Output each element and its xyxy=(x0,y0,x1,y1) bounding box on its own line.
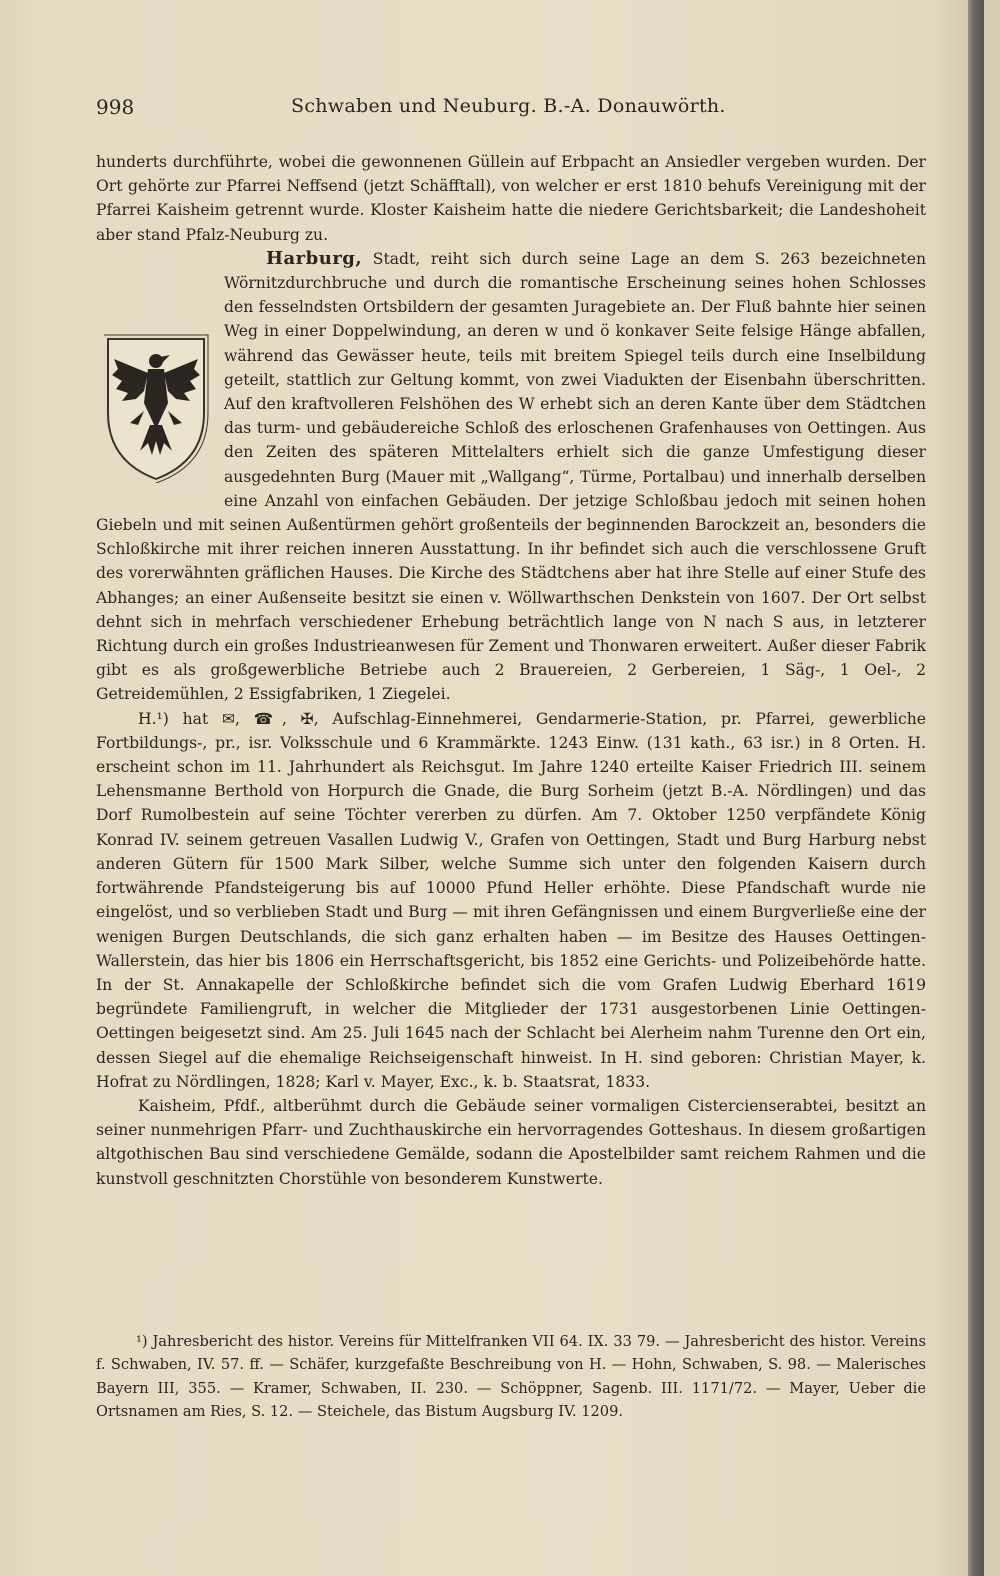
paragraph-text: Kaisheim, Pfdf., altberühmt durch die Gebäude seiner vormaligen Cistercienserabtei, besitzt an seiner nunmehrigen Pfarr- und Zuchthauskirche ein hervorragendes Gotteshaus. In diesem großartigen altgothischen Bau sind verschiedene Gemälde, sodann die Apostelbilder samt reichem Rahmen und die kunstvoll geschnitzten Chorstühle von besonderem Kunstwerte. xyxy=(96,1096,926,1188)
paragraph-harburg xyxy=(96,247,926,707)
page-number: 998 xyxy=(96,95,135,119)
paragraph-text: Stadt, reiht sich durch seine Lage an dem S. 263 bezeichneten Wörnitzdurchbruche und durch die romantische Erscheinung seines hohen Schlosses den fesselndsten Ortsbildern der gesamten Juragebiete an. Der Fluß bahnte hier seinen Weg in einer Doppelwindung, an deren w und ö konkaver Seite felsige Hänge abfallen, während das Gewässer heute, teils mit breitem Spiegel teils durch eine Inselbildung geteilt, stattlich zur Geltung kommt, von zwei Viadukten der Eisenbahn überschritten. Auf den kraftvolleren Felshöhen des W erhebt sich an deren Kante über dem Städtchen das turm- und gebäudereiche Schloß des erloschenen Grafenhauses von Oettingen. Aus den Zeiten des späteren Mittelalters erhielt sich die ganze Umfestigung dieser ausgedehnten Burg (Mauer mit „Wallgang“, Türme, Portalbau) und innerhalb derselben eine Anzahl von einfachen Gebäuden. Der jetzige Schloßbau jedoch mit seinen hohen Giebeln und mit seinen Außentürmen gehört großenteils der beginnenden Barockzeit an, besonders die Schloßkirche mit ihrer reichen inneren Ausstattung. In ihr befindet sich auch die verschlossene Gruft des vorerwähnten gräflichen Hauses. Die Kirche des Städtchens aber hat ihre Stelle auf einer Stufe des Abhanges; an einer Außenseite besitzt sie einen v. Wöllwarthschen Denkstein von 1607. Der Ort selbst dehnt sich in mehrfach verschiedener Erhebung beträchtlich lange von N nach S aus, in letzterer Richtung durch ein großes Industrieanwesen für Zement und Thonwaren erweitert. Außer dieser Fabrik gibt es als großgewerbliche Betriebe auch 2 Brauereien, 2 Gerbereien, 1 Säg-, 1 Oel-, 2 Getreidemühlen, 2 Essigfabriken, 1 Ziegelei. xyxy=(96,249,926,704)
entry-heading-harburg: Harburg, xyxy=(266,247,363,269)
page-edge-shadow xyxy=(968,0,984,1576)
page-header xyxy=(96,95,926,127)
coat-of-arms-eagle-icon xyxy=(100,333,212,483)
main-text xyxy=(96,150,926,1191)
footnote: ¹) Jahresbericht des histor. Vereins für Mittelfranken VII 64. IX. 33 79. — Jahresbericht des histor. Vereins f. Schwaben, IV. 57. ff. — Schäfer, kurzgefaßte Beschreibung von H. — Hohn, Schwaben, S. 98. — Malerisches Bayern III, 355. — Kramer, Schwaben, II. 230. — Schöppner, Sagenb. III. 1171/72. — Mayer, Ueber die Ortsnamen am Ries, S. 12. — Steichele, das Bistum Augsburg IV. 1209. xyxy=(96,1333,926,1421)
footnotes xyxy=(96,1330,926,1424)
running-head: Schwaben und Neuburg. B.-A. Donauwörth. xyxy=(291,95,726,117)
paragraph-text: hunderts durchführte, wobei die gewonnenen Güllein auf Erbpacht an Ansiedler vergeben wurden. Der Ort gehörte zur Pfarrei Neffsend (jetzt Schäfftall), von welcher er erst 1810 behufs Vereinigung mit der Pfarrei Kaisheim getrennt wurde. Kloster Kaisheim hatte die niedere Gerichtsbarkeit; die Landeshoheit aber stand Pfalz-Neuburg zu. xyxy=(96,153,926,244)
paragraph-h-details xyxy=(96,707,926,1094)
paragraph-continuation xyxy=(96,150,926,247)
coat-of-arms xyxy=(100,333,212,483)
paragraph-text: H.¹) hat ✉, ☎, ✠, Aufschlag-Einnehmerei, Gendarmerie-Station, pr. Pfarrei, gewerbliche Fortbildungs-, pr., isr. Volksschule und 6 Krammärkte. 1243 Einw. (131 kath., 63 isr.) in 8 Orten. H. erscheint schon im 11. Jahrhundert als Reichsgut. Im Jahre 1240 erteilte Kaiser Friedrich III. seinem Lehensmanne Berthold von Horpurch die Gnade, die Burg Sorheim (jetzt B.-A. Nördlingen) und das Dorf Rumolbestein auf seine Töchter vererben zu dürfen. Am 7. Oktober 1250 verpfändete König Konrad IV. seinem getreuen Vasallen Ludwig V., Grafen von Oettingen, Stadt und Burg Harburg nebst anderen Gütern für 1500 Mark Silber, welche Summe sich unter den folgenden Kaisern durch fortwährende Pfandsteigerung bis auf 10000 Pfund Heller erhöhte. Diese Pfandschaft wurde nie eingelöst, und so verblieben Stadt und Burg — mit ihren Gefängnissen und einem Burgverließe eine der wenigen Burgen Deutschlands, die sich ganz erhalten haben — im Besitze des Hauses Oettingen-Wallerstein, das hier bis 1806 ein Herrschaftsgericht, bis 1852 eine Gerichts- und Polizeibehörde hatte. In der St. Annakapelle der Schloßkirche befindet sich die vom Grafen Ludwig Eberhard 1619 begründete Familiengruft, in welcher die Mitglieder der 1731 ausgestorbenen Linie Oettingen-Oettingen beigesetzt sind. Am 25. Juli 1645 nach der Schlacht bei Alerheim nahm Turenne den Ort ein, dessen Siegel auf die ehemalige Reichseigenschaft hinweist. In H. sind geboren: Christian Mayer, k. Hofrat zu Nördlingen, 1828; Karl v. Mayer, Exc., k. b. Staatsrat, 1833. xyxy=(96,709,926,1091)
paragraph-kaisheim xyxy=(96,1094,926,1191)
